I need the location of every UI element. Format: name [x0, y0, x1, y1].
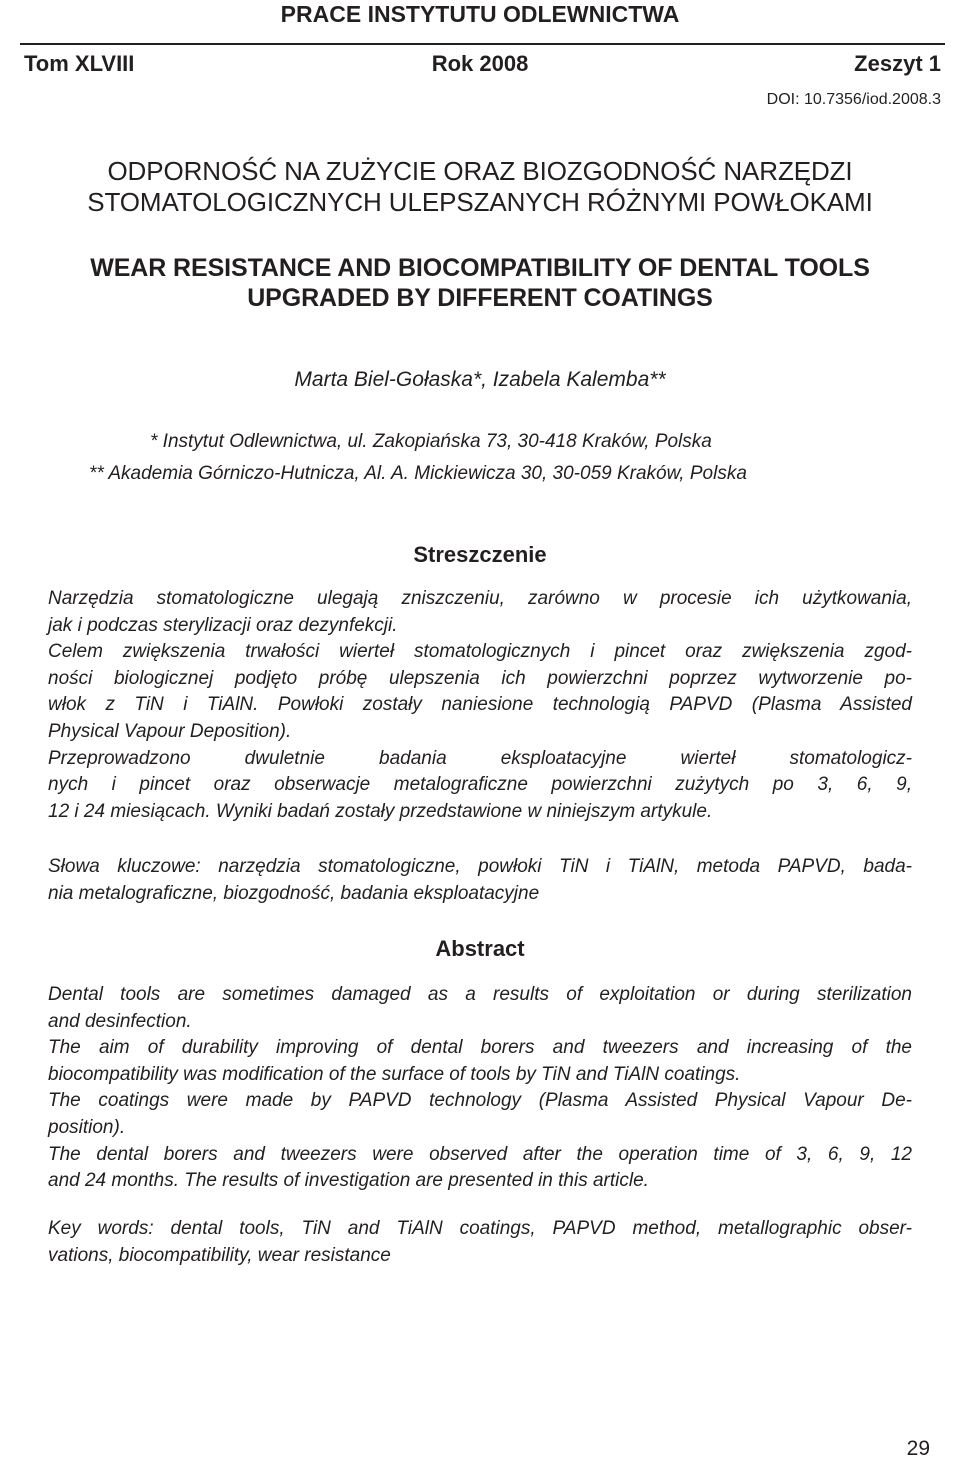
affiliation-2: ** Akademia Górniczo-Hutnicza, Al. A. Mickiewicza 30, 30-059 Kraków, Polska — [89, 463, 747, 484]
abstract-line: and desinfection. — [48, 1010, 192, 1032]
streszczenie-line: Narzędzia stomatologiczne ulegają zniszczeniu, zarówno w procesie ich użytkowania, — [48, 588, 912, 609]
authors: Marta Biel-Gołaska*, Izabela Kalemba** — [294, 368, 666, 391]
issue-label: Zeszyt 1 — [854, 51, 941, 76]
title-english-line: WEAR RESISTANCE AND BIOCOMPATIBILITY OF DENTAL TOOLS — [90, 254, 870, 282]
abstract-line: Dental tools are sometimes damaged as a results of exploitation or during sterilization — [48, 984, 912, 1005]
abstract-line: and 24 months. The results of investigation are presented in this article. — [48, 1170, 649, 1192]
journal-name: PRACE INSTYTUTU ODLEWNICTWA — [280, 1, 680, 27]
streszczenie-heading: Streszczenie — [413, 542, 547, 567]
key-words — [48, 1216, 912, 1269]
abstract-paragraph — [48, 982, 912, 1195]
abstract-line: The dental borers and tweezers were observed after the operation time of 3, 6, 9, 12 — [48, 1143, 912, 1165]
title-english — [0, 253, 960, 313]
affiliation-1: * Instytut Odlewnictwa, ul. Zakopiańska 73, 30-418 Kraków, Polska — [150, 431, 712, 452]
streszczenie-line: włok z TiN i TiAlN. Powłoki zostały naniesione technologią PAPVD (Plasma Assisted — [48, 694, 912, 716]
abstract-line: position). — [48, 1116, 126, 1138]
slowa-kluczowe — [48, 854, 912, 907]
abstract-line: The aim of durability improving of dental borers and tweezers and increasing of the — [48, 1037, 912, 1059]
doi-label: DOI: 10.7356/iod.2008.3 — [766, 91, 941, 108]
abstract-line: biocompatibility was modification of the surface of tools by TiN and TiAlN coatings. — [48, 1063, 741, 1085]
keywords-line: Key words: dental tools, TiN and TiAlN coatings, PAPVD method, metallographic obser- — [48, 1218, 912, 1239]
streszczenie-line: Celem zwiększenia trwałości wierteł stomatologicznych i pincet oraz zwiększenia zgod- — [48, 641, 912, 663]
streszczenie-paragraph — [48, 586, 912, 825]
page-number: 29 — [906, 1437, 930, 1460]
keywords-line: vations, biocompatibility, wear resistance — [48, 1244, 391, 1266]
title-english-line: UPGRADED BY DIFFERENT COATINGS — [247, 284, 713, 312]
abstract-line: The coatings were made by PAPVD technology (Plasma Assisted Physical Vapour De- — [48, 1090, 912, 1112]
header-rule — [20, 43, 945, 45]
year-label: Rok 2008 — [431, 51, 529, 76]
title-polish-line: STOMATOLOGICZNYCH ULEPSZANYCH RÓŻNYMI POWŁOKAMI — [87, 187, 873, 217]
abstract-heading: Abstract — [435, 936, 525, 961]
keywords-line: nia metalograficzne, biozgodność, badania eksploatacyjne — [48, 882, 540, 904]
streszczenie-line: Przeprowadzono dwuletnie badania eksploatacyjne wierteł stomatologicz- — [48, 747, 912, 769]
title-polish-line: ODPORNOŚĆ NA ZUŻYCIE ORAZ BIOZGODNOŚĆ NARZĘDZI — [107, 156, 853, 186]
streszczenie-line: Physical Vapour Deposition). — [48, 720, 292, 742]
keywords-line: Słowa kluczowe: narzędzia stomatologiczne, powłoki TiN i TiAlN, metoda PAPVD, bada- — [48, 856, 912, 877]
volume-label: Tom XLVIII — [24, 51, 135, 76]
streszczenie-line: jak i podczas sterylizacji oraz dezynfekcji. — [48, 614, 398, 636]
streszczenie-line: 12 i 24 miesiącach. Wyniki badań zostały przedstawione w niniejszym artykule. — [48, 800, 713, 822]
streszczenie-line: ności biologicznej podjęto próbę ulepszenia ich powierzchni poprzez wytworzenie po- — [48, 667, 912, 689]
title-polish — [0, 156, 960, 218]
streszczenie-line: nych i pincet oraz obserwacje metalograficzne powierzchni zużytych po 3, 6, 9, — [48, 774, 912, 796]
